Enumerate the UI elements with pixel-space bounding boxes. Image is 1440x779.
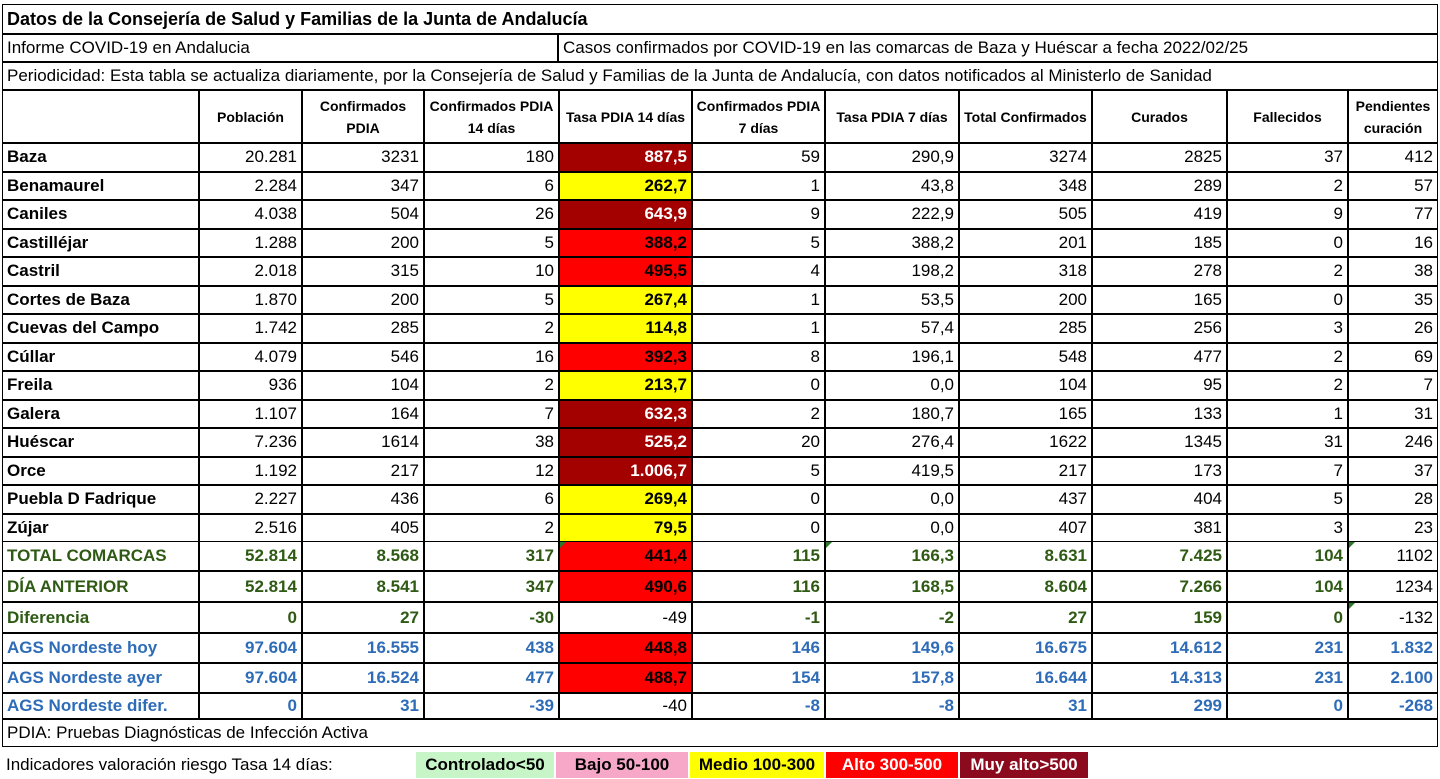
data-cell: 2 — [692, 400, 825, 429]
tasa-14-cell: 388,2 — [559, 229, 692, 258]
data-cell: 5 — [692, 229, 825, 258]
tasa-14-cell: -49 — [559, 602, 692, 633]
data-cell: 2 — [1227, 371, 1348, 400]
summary-cell: 231 — [1227, 633, 1348, 663]
sheet-title: Datos de la Consejería de Salud y Familias de la Junta de Andalucía — [2, 4, 1438, 34]
comment-indicator-icon — [1349, 542, 1355, 548]
data-cell: 2.227 — [199, 485, 302, 514]
tasa-14-cell: 262,7 — [559, 172, 692, 201]
data-cell: 285 — [302, 314, 424, 343]
tasa-14-cell: 213,7 — [559, 371, 692, 400]
data-cell: 165 — [959, 400, 1092, 429]
data-cell: 0,0 — [825, 371, 959, 400]
summary-cell: 317 — [424, 541, 559, 571]
data-cell: 318 — [959, 257, 1092, 286]
data-cell: 0,0 — [825, 514, 959, 543]
data-cell: 2 — [424, 514, 559, 543]
summary-cell: -8 — [692, 693, 825, 719]
row-municipality: Cuevas del Campo — [2, 314, 199, 343]
row-municipality: Baza — [2, 143, 199, 172]
data-cell: 5 — [692, 457, 825, 486]
column-header: Confirmados PDIA 7 días — [692, 90, 825, 143]
data-cell: 278 — [1092, 257, 1227, 286]
data-cell: 0 — [692, 514, 825, 543]
legend-item: Controlado<50 — [416, 752, 554, 778]
column-header: Confirmados PDIA — [302, 90, 424, 143]
data-cell: 347 — [302, 172, 424, 201]
summary-cell: -2 — [825, 602, 959, 633]
data-cell: 38 — [424, 428, 559, 457]
row-municipality: Cortes de Baza — [2, 286, 199, 315]
summary-cell: 0 — [199, 693, 302, 719]
report-label: Informe COVID-19 en Andalucia — [2, 34, 558, 62]
summary-cell: 7.425 — [1092, 541, 1227, 571]
data-cell: 404 — [1092, 485, 1227, 514]
data-cell: 4.038 — [199, 200, 302, 229]
data-cell: 9 — [692, 200, 825, 229]
data-cell: 43,8 — [825, 172, 959, 201]
tasa-14-cell: 643,9 — [559, 200, 692, 229]
data-cell: 57 — [1348, 172, 1438, 201]
summary-cell: 2.100 — [1348, 663, 1438, 693]
column-header: Fallecidos — [1227, 90, 1348, 143]
data-cell: 276,4 — [825, 428, 959, 457]
data-cell: 3274 — [959, 143, 1092, 172]
summary-cell: 159 — [1092, 602, 1227, 633]
row-municipality: Castril — [2, 257, 199, 286]
summary-cell: 16.555 — [302, 633, 424, 663]
summary-cell: 14.313 — [1092, 663, 1227, 693]
summary-cell: 104 — [1227, 541, 1348, 571]
tasa-14-cell: 79,5 — [559, 514, 692, 543]
data-cell: 217 — [959, 457, 1092, 486]
data-cell: 173 — [1092, 457, 1227, 486]
data-cell: 1.107 — [199, 400, 302, 429]
row-municipality: Orce — [2, 457, 199, 486]
data-cell: 936 — [199, 371, 302, 400]
column-header — [2, 90, 199, 143]
summary-row-label: AGS Nordeste hoy — [2, 633, 199, 663]
data-cell: 4 — [692, 257, 825, 286]
data-cell: 7 — [1227, 457, 1348, 486]
data-cell: 315 — [302, 257, 424, 286]
tasa-14-cell: 525,2 — [559, 428, 692, 457]
data-cell: 69 — [1348, 343, 1438, 372]
tasa-14-cell: 1.006,7 — [559, 457, 692, 486]
tasa-14-cell: -40 — [559, 693, 692, 719]
tasa-14-cell: 114,8 — [559, 314, 692, 343]
data-cell: 0 — [1227, 286, 1348, 315]
data-cell: 165 — [1092, 286, 1227, 315]
column-header: Total Confirmados — [959, 90, 1092, 143]
summary-cell: -8 — [825, 693, 959, 719]
comment-indicator-icon — [560, 542, 566, 548]
data-cell: 1345 — [1092, 428, 1227, 457]
summary-cell: 1102 — [1348, 541, 1438, 571]
data-cell: 419,5 — [825, 457, 959, 486]
data-cell: 196,1 — [825, 343, 959, 372]
summary-cell: 31 — [302, 693, 424, 719]
summary-cell: 149,6 — [825, 633, 959, 663]
data-cell: 57,4 — [825, 314, 959, 343]
summary-cell: 347 — [424, 571, 559, 602]
tasa-14-cell: 488,7 — [559, 663, 692, 693]
data-cell: 3 — [1227, 514, 1348, 543]
data-cell: 8 — [692, 343, 825, 372]
column-header: Tasa PDIA 7 días — [825, 90, 959, 143]
summary-cell: 16.524 — [302, 663, 424, 693]
data-cell: 1622 — [959, 428, 1092, 457]
data-cell: 256 — [1092, 314, 1227, 343]
summary-cell: 1234 — [1348, 571, 1438, 602]
summary-row-label: DÍA ANTERIOR — [2, 571, 199, 602]
column-header: Pendientes curación — [1348, 90, 1438, 143]
summary-cell: 154 — [692, 663, 825, 693]
data-cell: 3 — [1227, 314, 1348, 343]
column-header: Tasa PDIA 14 días — [559, 90, 692, 143]
summary-cell: 27 — [959, 602, 1092, 633]
data-cell: 505 — [959, 200, 1092, 229]
comment-indicator-icon — [826, 542, 832, 548]
summary-cell: 14.612 — [1092, 633, 1227, 663]
data-cell: 4.079 — [199, 343, 302, 372]
summary-cell: -132 — [1348, 602, 1438, 633]
data-cell: 77 — [1348, 200, 1438, 229]
summary-cell: -39 — [424, 693, 559, 719]
summary-cell: 8.604 — [959, 571, 1092, 602]
summary-cell: 146 — [692, 633, 825, 663]
legend-item: Medio 100-300 — [690, 752, 824, 778]
tasa-14-cell: 632,3 — [559, 400, 692, 429]
tasa-14-cell: 267,4 — [559, 286, 692, 315]
data-cell: 164 — [302, 400, 424, 429]
legend-label: Indicadores valoración riesgo Tasa 14 días: — [6, 755, 333, 774]
data-cell: 28 — [1348, 485, 1438, 514]
tasa-14-cell: 887,5 — [559, 143, 692, 172]
data-cell: 7.236 — [199, 428, 302, 457]
data-cell: 1.288 — [199, 229, 302, 258]
data-cell: 5 — [424, 229, 559, 258]
comment-indicator-icon — [1349, 603, 1355, 609]
legend-item: Bajo 50-100 — [556, 752, 688, 778]
row-municipality: Benamaurel — [2, 172, 199, 201]
row-municipality: Galera — [2, 400, 199, 429]
column-header: Curados — [1092, 90, 1227, 143]
data-cell: 246 — [1348, 428, 1438, 457]
data-cell: 35 — [1348, 286, 1438, 315]
data-cell: 2 — [1227, 343, 1348, 372]
data-cell: 133 — [1092, 400, 1227, 429]
data-cell: 0 — [1227, 229, 1348, 258]
column-header: Confirmados PDIA 14 días — [424, 90, 559, 143]
row-municipality: Huéscar — [2, 428, 199, 457]
summary-row-label: AGS Nordeste difer. — [2, 693, 199, 719]
summary-row-label: Diferencia — [2, 602, 199, 633]
summary-cell: -30 — [424, 602, 559, 633]
summary-row-label: AGS Nordeste ayer — [2, 663, 199, 693]
row-municipality: Castilléjar — [2, 229, 199, 258]
data-cell: 412 — [1348, 143, 1438, 172]
data-cell: 348 — [959, 172, 1092, 201]
data-cell: 180,7 — [825, 400, 959, 429]
data-cell: 2.516 — [199, 514, 302, 543]
row-municipality: Caniles — [2, 200, 199, 229]
summary-cell: 27 — [302, 602, 424, 633]
tasa-14-cell: 490,6 — [559, 571, 692, 602]
summary-cell: 0 — [1227, 602, 1348, 633]
summary-cell: 16.644 — [959, 663, 1092, 693]
data-cell: 290,9 — [825, 143, 959, 172]
data-cell: 53,5 — [825, 286, 959, 315]
data-cell: 477 — [1092, 343, 1227, 372]
periodicity-note: Periodicidad: Esta tabla se actualiza diariamente, por la Consejería de Salud y Familias de la Junta de Andalucía, con datos notificados al Ministerlo de Sanidad — [2, 62, 1438, 90]
tasa-14-cell: 495,5 — [559, 257, 692, 286]
data-cell: 2 — [424, 314, 559, 343]
data-cell: 2.018 — [199, 257, 302, 286]
summary-cell: 8.631 — [959, 541, 1092, 571]
summary-row-label: TOTAL COMARCAS — [2, 541, 199, 571]
data-cell: 504 — [302, 200, 424, 229]
data-cell: 10 — [424, 257, 559, 286]
data-cell: 200 — [302, 229, 424, 258]
data-cell: 1 — [1227, 400, 1348, 429]
data-cell: 5 — [424, 286, 559, 315]
summary-cell: -1 — [692, 602, 825, 633]
data-cell: 59 — [692, 143, 825, 172]
summary-cell: 97.604 — [199, 663, 302, 693]
summary-cell: 52.814 — [199, 571, 302, 602]
row-municipality: Freila — [2, 371, 199, 400]
data-cell: 31 — [1348, 400, 1438, 429]
data-cell: 419 — [1092, 200, 1227, 229]
data-cell: 2 — [1227, 257, 1348, 286]
summary-cell: 231 — [1227, 663, 1348, 693]
data-cell: 6 — [424, 485, 559, 514]
summary-cell: 438 — [424, 633, 559, 663]
data-cell: 180 — [424, 143, 559, 172]
summary-cell: 97.604 — [199, 633, 302, 663]
cases-label: Casos confirmados por COVID-19 en las comarcas de Baza y Huéscar a fecha 2022/02/25 — [558, 34, 1438, 62]
data-cell: 95 — [1092, 371, 1227, 400]
data-cell: 201 — [959, 229, 1092, 258]
data-cell: 548 — [959, 343, 1092, 372]
summary-cell: 115 — [692, 541, 825, 571]
data-cell: 104 — [959, 371, 1092, 400]
data-cell: 437 — [959, 485, 1092, 514]
tasa-14-cell: 441,4 — [559, 541, 692, 571]
data-cell: 1614 — [302, 428, 424, 457]
legend-item: Alto 300-500 — [826, 752, 958, 778]
summary-cell: 8.568 — [302, 541, 424, 571]
column-header: Población — [199, 90, 302, 143]
summary-cell: 0 — [1227, 693, 1348, 719]
summary-cell: 104 — [1227, 571, 1348, 602]
data-cell: 37 — [1348, 457, 1438, 486]
data-cell: 222,9 — [825, 200, 959, 229]
data-cell: 1.870 — [199, 286, 302, 315]
summary-cell: 52.814 — [199, 541, 302, 571]
data-cell: 289 — [1092, 172, 1227, 201]
tasa-14-cell: 269,4 — [559, 485, 692, 514]
data-cell: 20 — [692, 428, 825, 457]
summary-cell: 16.675 — [959, 633, 1092, 663]
data-cell: 9 — [1227, 200, 1348, 229]
summary-cell: 31 — [959, 693, 1092, 719]
data-cell: 1 — [692, 314, 825, 343]
row-municipality: Zújar — [2, 514, 199, 543]
data-cell: 285 — [959, 314, 1092, 343]
data-cell: 37 — [1227, 143, 1348, 172]
summary-cell: 0 — [199, 602, 302, 633]
data-cell: 12 — [424, 457, 559, 486]
data-cell: 6 — [424, 172, 559, 201]
row-municipality: Puebla D Fadrique — [2, 485, 199, 514]
data-cell: 7 — [1348, 371, 1438, 400]
data-cell: 185 — [1092, 229, 1227, 258]
summary-cell: 1.832 — [1348, 633, 1438, 663]
data-cell: 16 — [1348, 229, 1438, 258]
data-cell: 104 — [302, 371, 424, 400]
data-cell: 26 — [424, 200, 559, 229]
data-cell: 200 — [959, 286, 1092, 315]
data-cell: 1.192 — [199, 457, 302, 486]
legend-item: Muy alto>500 — [960, 752, 1088, 778]
data-cell: 388,2 — [825, 229, 959, 258]
data-cell: 0,0 — [825, 485, 959, 514]
footnote-pdia: PDIA: Pruebas Diagnósticas de Infección Activa — [2, 719, 1438, 747]
tasa-14-cell: 392,3 — [559, 343, 692, 372]
data-cell: 546 — [302, 343, 424, 372]
data-cell: 405 — [302, 514, 424, 543]
data-cell: 2825 — [1092, 143, 1227, 172]
row-municipality: Cúllar — [2, 343, 199, 372]
data-cell: 31 — [1227, 428, 1348, 457]
data-cell: 217 — [302, 457, 424, 486]
data-cell: 436 — [302, 485, 424, 514]
summary-cell: 7.266 — [1092, 571, 1227, 602]
data-cell: 2.284 — [199, 172, 302, 201]
data-cell: 0 — [692, 371, 825, 400]
data-cell: 1 — [692, 172, 825, 201]
summary-cell: 157,8 — [825, 663, 959, 693]
data-cell: 2 — [424, 371, 559, 400]
data-cell: 26 — [1348, 314, 1438, 343]
data-cell: 1 — [692, 286, 825, 315]
summary-cell: 168,5 — [825, 571, 959, 602]
data-cell: 38 — [1348, 257, 1438, 286]
summary-cell: 166,3 — [825, 541, 959, 571]
tasa-14-cell: 448,8 — [559, 633, 692, 663]
data-cell: 200 — [302, 286, 424, 315]
summary-cell: -268 — [1348, 693, 1438, 719]
data-cell: 3231 — [302, 143, 424, 172]
summary-cell: 116 — [692, 571, 825, 602]
data-cell: 2 — [1227, 172, 1348, 201]
data-cell: 381 — [1092, 514, 1227, 543]
data-cell: 7 — [424, 400, 559, 429]
data-cell: 1.742 — [199, 314, 302, 343]
data-cell: 0 — [692, 485, 825, 514]
data-cell: 20.281 — [199, 143, 302, 172]
data-cell: 198,2 — [825, 257, 959, 286]
summary-cell: 8.541 — [302, 571, 424, 602]
data-cell: 16 — [424, 343, 559, 372]
data-cell: 5 — [1227, 485, 1348, 514]
summary-cell: 477 — [424, 663, 559, 693]
summary-cell: 299 — [1092, 693, 1227, 719]
data-cell: 407 — [959, 514, 1092, 543]
data-cell: 23 — [1348, 514, 1438, 543]
